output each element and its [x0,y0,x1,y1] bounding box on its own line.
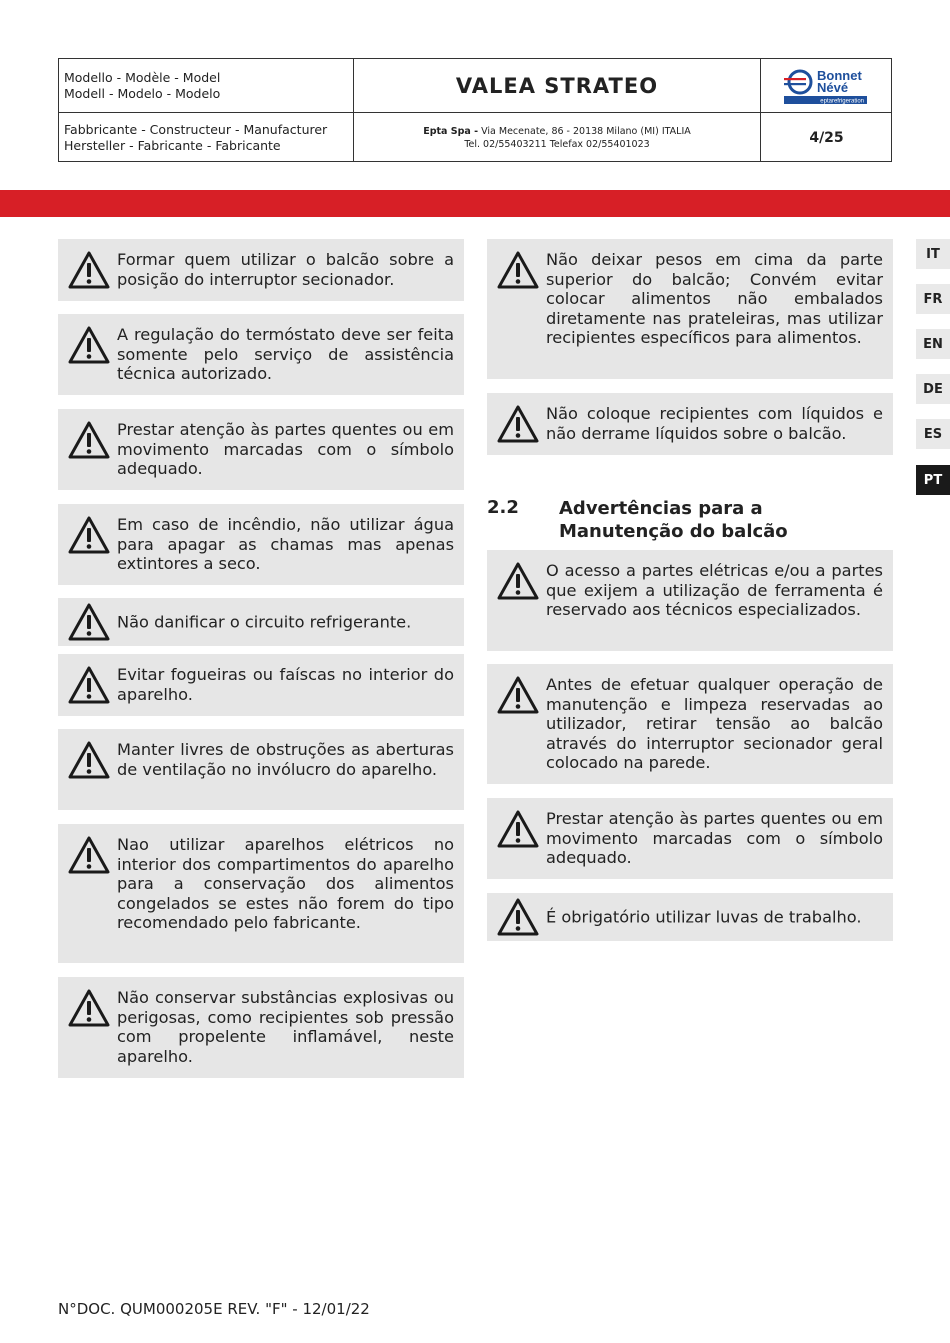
warning-box [487,239,893,379]
warning-box [58,598,464,646]
warning-text: A regulação do termóstato deve ser feita somente pelo serviço de assistência técnica autorizado. [117,325,454,383]
warning-triangle-icon [67,665,111,705]
warning-text: Prestar atenção às partes quentes ou em movimento marcadas com o símbolo adequado. [546,809,883,867]
warning-text: Não coloque recipientes com líquidos e não derrame líquidos sobre o balcão. [546,404,883,443]
page-number: 4/25 [809,129,844,146]
warning-text: O acesso a partes elétricas e/ou a partes que exijem a utilização de ferramenta é reservado aos técnicos especializados. [546,561,883,619]
warning-triangle-icon [67,515,111,555]
warning-triangle-icon [496,404,540,444]
warning-triangle-icon [496,561,540,601]
section-number: 2.2 [487,497,519,518]
warning-box [58,977,464,1078]
warning-triangle-icon [496,250,540,290]
language-tab-fr[interactable]: FR [916,284,950,314]
logo-line-1: Bonnet [817,68,862,83]
warning-triangle-icon [67,602,111,642]
warning-triangle-icon [67,740,111,780]
warning-triangle-icon [67,325,111,365]
warning-text: Não deixar pesos em cima da parte superior do balcão; Convém evitar colocar alimentos não embalados diretamente nas prateleiras, mas utilizar recipientes específicos para alimentos. [546,250,883,347]
model-label-line-1: Modello - Modèle - Model [64,70,221,85]
model-label [59,70,349,102]
maker-contact: Tel. 02/55403211 Telefax 02/55401023 [464,138,650,150]
warning-text: Em caso de incêndio, não utilizar água para apagar as chamas mas apenas extintores a seco. [117,515,454,573]
warning-text: É obrigatório utilizar luvas de trabalho. [546,907,862,927]
warning-box [487,393,893,455]
warning-box [58,409,464,490]
maker-info [354,112,760,163]
warning-triangle-icon [67,250,111,290]
section-title-line-2: Manutenção do balcão [559,521,788,542]
logo-line-2: Névé [817,80,849,95]
warning-triangle-icon [496,675,540,715]
warning-text: Manter livres de obstruções as aberturas de ventilação no invólucro do aparelho. [117,740,454,779]
maker-label [59,122,349,154]
warning-text: Evitar fogueiras ou faíscas no interior do aparelho. [117,665,454,704]
warning-box [58,654,464,716]
language-tab-en[interactable]: EN [916,329,950,359]
warning-text: Não danificar o circuito refrigerante. [117,612,412,632]
warning-box [58,314,464,395]
document-number: N°DOC. QUM000205E REV. "F" - 12/01/22 [58,1300,370,1318]
warning-text: Formar quem utilizar o balcão sobre a posição do interruptor secionador. [117,250,454,289]
warning-box [58,729,464,810]
warning-text: Não conservar substâncias explosivas ou perigosas, como recipientes sob pressão com propelente inflamável, neste aparelho. [117,988,454,1066]
bonnet-neve-logo [760,59,893,112]
language-tab-it[interactable]: IT [916,239,950,269]
warning-triangle-icon [496,897,540,937]
warning-text: Antes de efetuar qualquer operação de manutenção e limpeza reservadas ao utilizador, retirar tensão ao balcão através do interruptor secionador geral colocado na parede. [546,675,883,772]
warning-triangle-icon [67,988,111,1028]
warning-text: Prestar atenção às partes quentes ou em movimento marcadas com o símbolo adequado. [117,420,454,478]
section-title-line-1: Advertências para a [559,498,763,519]
warning-box [58,824,464,963]
model-label-line-2: Modell - Modelo - Modelo [64,86,221,101]
warning-box [487,664,893,784]
warning-box [487,550,893,651]
maker-label-line-1: Fabbricante - Constructeur - Manufacturer [64,122,328,137]
warning-box [487,798,893,879]
warning-triangle-icon [67,420,111,460]
maker-company: Epta Spa - [423,125,479,137]
maker-label-line-2: Hersteller - Fabricante - Fabricante [64,138,281,153]
model-name: VALEA STRATEO [455,73,659,98]
warning-box [58,239,464,301]
warning-triangle-icon [496,809,540,849]
language-tab-de[interactable]: DE [916,374,950,404]
document-header [58,58,892,162]
warning-text: Nao utilizar aparelhos elétricos no interior dos compartimentos do aparelho para a conservação dos alimentos congelados se estes não forem do tipo recomendado pelo fabricante. [117,835,454,932]
warning-box [58,504,464,585]
logo-euro-icon [784,71,811,93]
logo-tagline: eptarefrigeration [820,98,864,105]
red-divider-bar [0,190,950,217]
maker-address: Via Mecenate, 86 - 20138 Milano (MI) ITALIA [481,125,691,137]
language-tab-es[interactable]: ES [916,419,950,449]
warning-triangle-icon [67,835,111,875]
language-tab-pt[interactable]: PT [916,465,950,495]
warning-box [487,893,893,941]
section-title [559,497,879,543]
